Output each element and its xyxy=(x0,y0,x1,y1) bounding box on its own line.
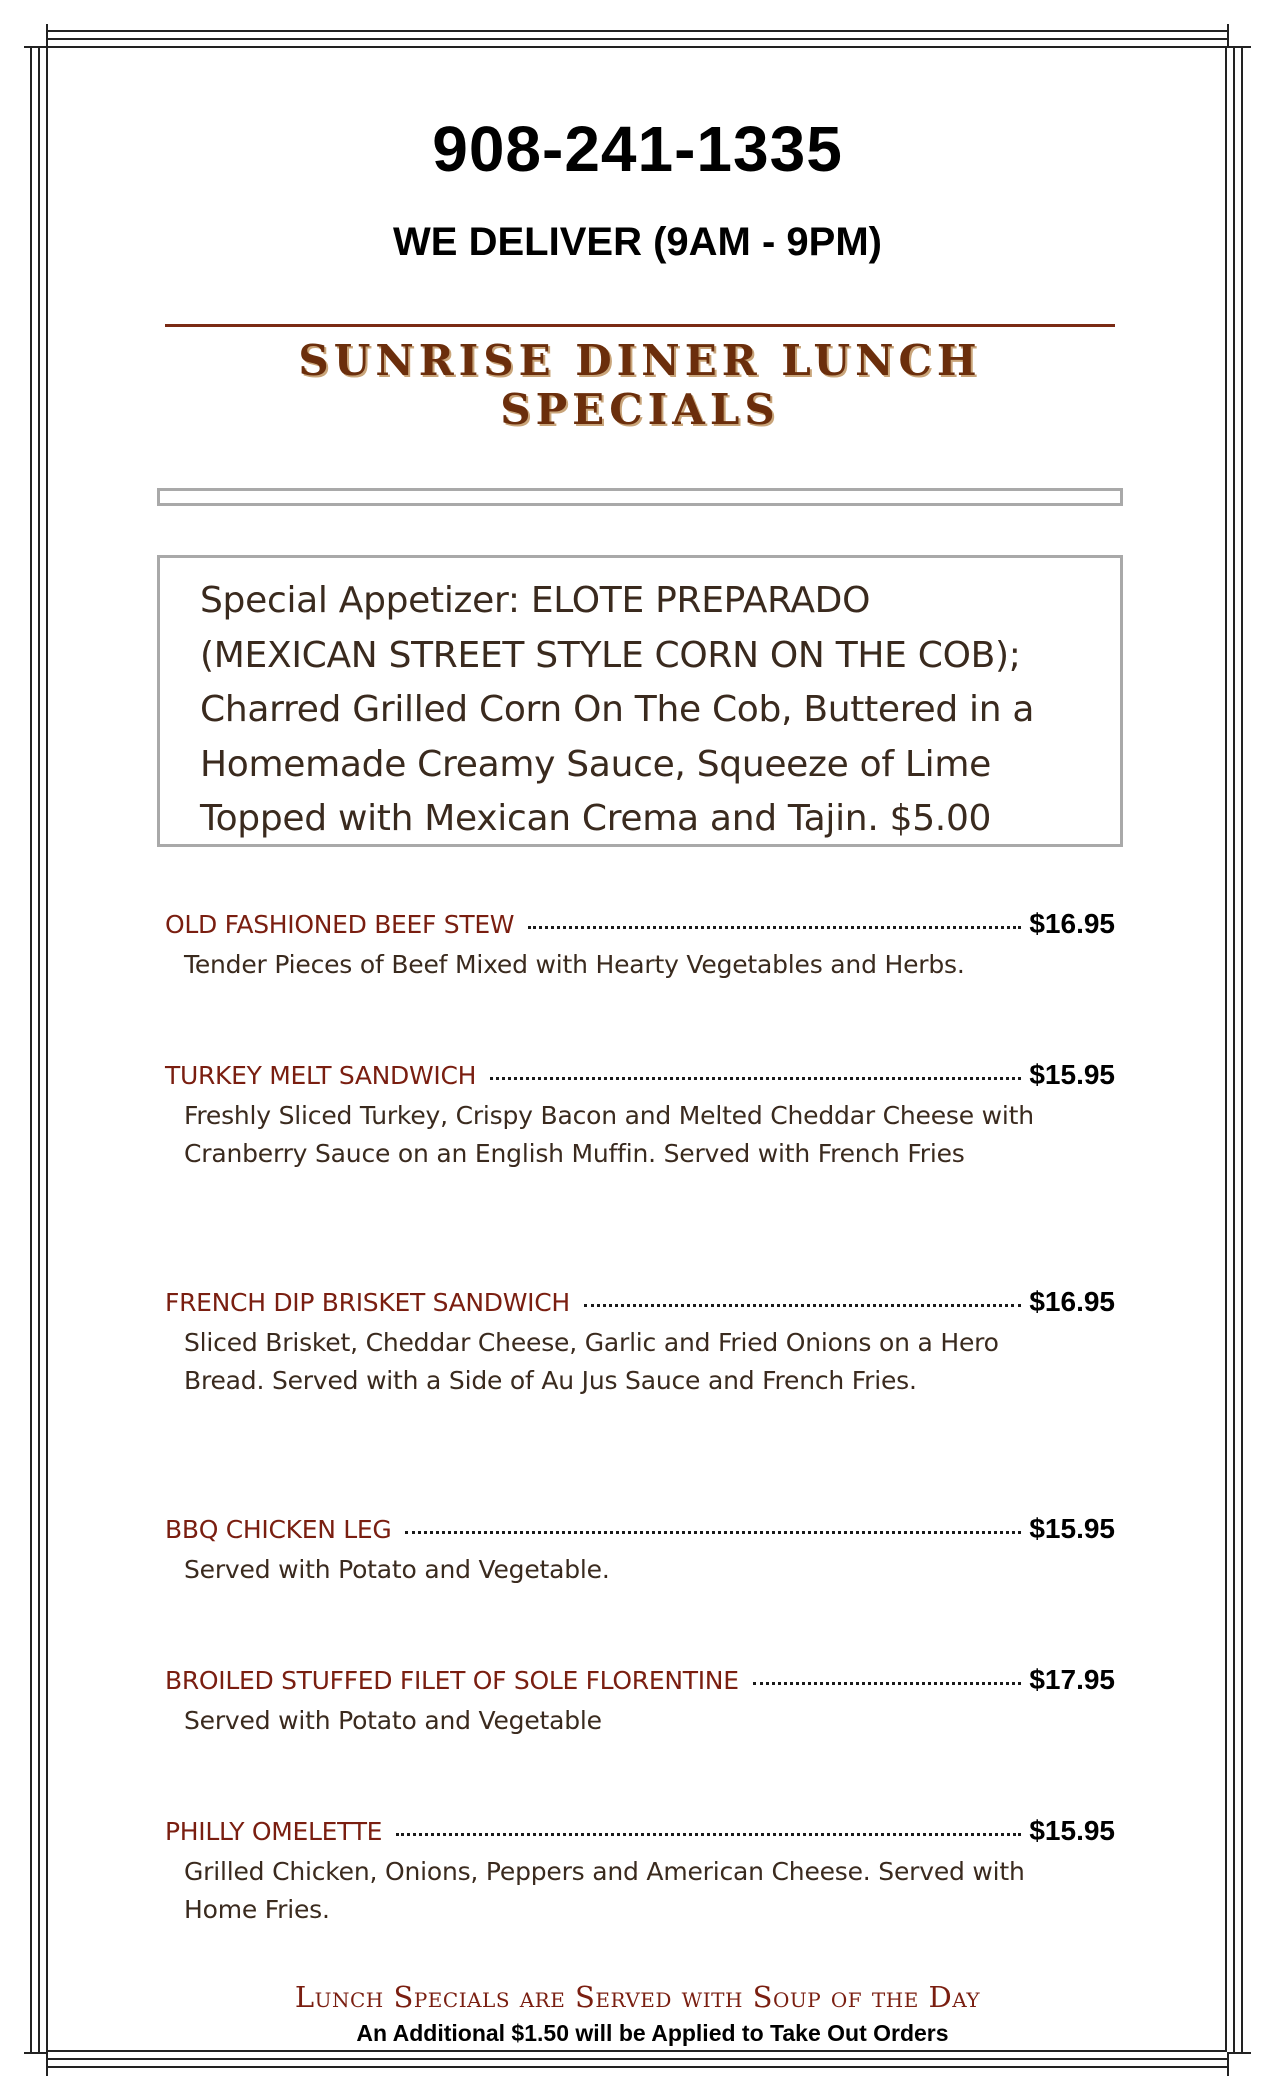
appetizer-line: Homemade Creamy Sauce, Squeeze of Lime xyxy=(200,743,991,785)
menu-item-beef-stew xyxy=(165,908,1115,984)
item-price: $15.95 xyxy=(1029,1815,1115,1846)
item-name: OLD FASHIONED BEEF STEW xyxy=(165,910,515,939)
appetizer-line: Special Appetizer: ELOTE PREPARADO xyxy=(200,580,871,621)
frame-corner-notch xyxy=(24,2052,48,2076)
soup-of-the-day-note: Lunch Specials are Served with Soup of the Day xyxy=(294,1980,981,2014)
item-name: PHILLY OMELETTE xyxy=(165,1817,383,1846)
dot-leader xyxy=(753,1682,1022,1685)
menu-item-turkey-melt xyxy=(165,1059,1115,1173)
menu-item-french-dip xyxy=(165,1286,1115,1400)
item-name: BROILED STUFFED FILET OF SOLE FLORENTINE xyxy=(165,1666,739,1695)
menu-item-bbq-chicken xyxy=(165,1513,1115,1589)
item-price: $15.95 xyxy=(1029,1513,1115,1544)
item-description: Served with Potato and Vegetable xyxy=(184,1706,602,1735)
item-description: Freshly Sliced Turkey, Crispy Bacon and Melted Cheddar Cheese with Cranberry Sauce on an English Muffin. Served with French Fries xyxy=(184,1101,1034,1168)
phone-number: 908-241-1335 xyxy=(432,113,843,185)
item-name: FRENCH DIP BRISKET SANDWICH xyxy=(165,1288,570,1317)
frame-corner-notch xyxy=(1227,2052,1251,2076)
takeout-fee-note: An Additional $1.50 will be Applied to Take Out Orders xyxy=(356,2020,949,2046)
frame-corner-notch xyxy=(24,24,48,48)
dot-leader xyxy=(396,1833,1021,1836)
dot-leader xyxy=(490,1077,1021,1080)
dot-leader xyxy=(528,926,1021,929)
menu-item-philly-omelette xyxy=(165,1815,1115,1929)
item-price: $15.95 xyxy=(1029,1059,1115,1090)
menu-title: SUNRISE DINER LUNCH SPECIALS xyxy=(298,336,982,434)
item-description: Served with Potato and Vegetable. xyxy=(184,1555,610,1584)
title-divider xyxy=(165,324,1115,327)
appetizer-line: Charred Grilled Corn On The Cob, Buttered in a xyxy=(200,689,1035,730)
item-price: $16.95 xyxy=(1029,1286,1115,1317)
item-name: BBQ CHICKEN LEG xyxy=(165,1515,392,1544)
item-price: $16.95 xyxy=(1029,908,1115,939)
delivery-hours: WE DELIVER (9AM - 9PM) xyxy=(393,220,882,264)
item-name: TURKEY MELT SANDWICH xyxy=(165,1061,477,1090)
appetizer-line: Topped with Mexican Crema and Tajin. $5.00 xyxy=(200,798,992,839)
item-price: $17.95 xyxy=(1029,1664,1115,1695)
frame-corner-notch xyxy=(1227,24,1251,48)
dot-leader xyxy=(584,1304,1021,1307)
item-description: Grilled Chicken, Onions, Peppers and American Cheese. Served with Home Fries. xyxy=(184,1857,1025,1924)
item-description: Tender Pieces of Beef Mixed with Hearty Vegetables and Herbs. xyxy=(184,950,965,979)
special-appetizer-box xyxy=(157,555,1123,847)
item-description: Sliced Brisket, Cheddar Cheese, Garlic and Fried Onions on a Hero Bread. Served with a Side of Au Jus Sauce and French Fries. xyxy=(184,1328,999,1395)
appetizer-line: (MEXICAN STREET STYLE CORN ON THE COB); xyxy=(200,634,1021,676)
dot-leader xyxy=(405,1531,1021,1534)
menu-item-filet-of-sole xyxy=(165,1664,1115,1740)
empty-banner-box xyxy=(157,488,1123,506)
